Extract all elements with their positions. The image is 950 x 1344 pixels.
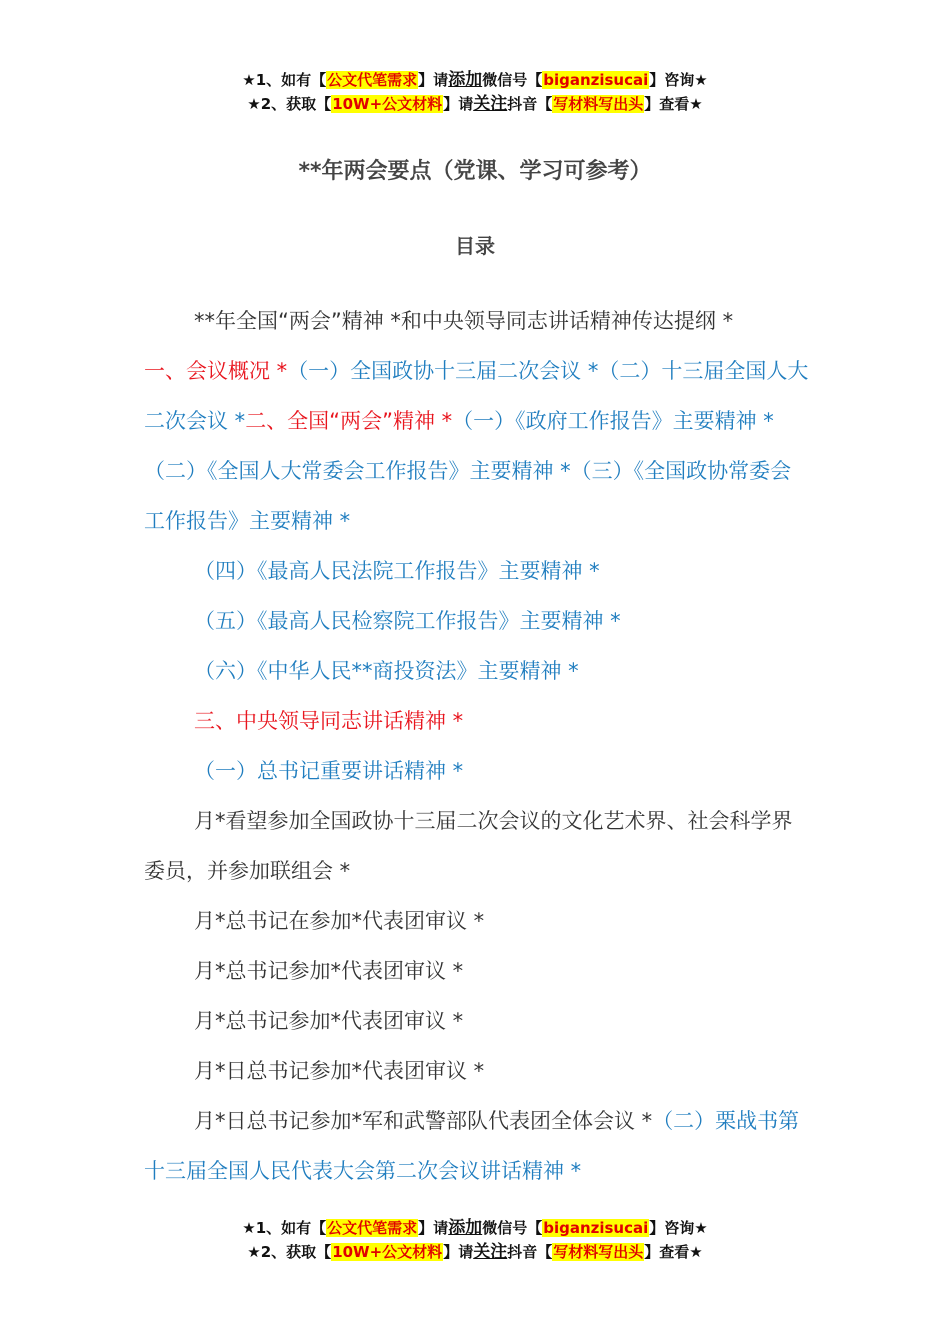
banner-line-1 — [0, 68, 950, 92]
toc-entry: 月*总书记在参加*代表团审议 * — [194, 909, 485, 933]
highlight-materials: 10W+公文材料 — [332, 1243, 443, 1261]
toc-entry-text: 月*日总书记参加*军和武警部队代表团全体会议 * — [194, 1109, 653, 1133]
banner-follow: 关注 — [473, 1242, 508, 1262]
toc-subsection: （二）栗战书第十三届全国人民代表大会第二次会议讲话精神 * — [144, 1109, 800, 1183]
banner-text: ★1、如有【 — [242, 71, 327, 89]
banner-text: ★1、如有【 — [242, 1219, 327, 1237]
banner-text: 】咨询★ — [649, 1219, 708, 1237]
banner-text: ★2、获取【 — [247, 95, 332, 113]
top-banner — [0, 68, 950, 116]
toc-entry — [144, 346, 809, 546]
banner-add: 添加 — [448, 70, 483, 90]
toc-entry — [144, 1096, 809, 1196]
toc-entry: 月*日总书记参加*代表团审议 * — [194, 1059, 485, 1083]
toc-heading: 目录 — [455, 234, 495, 258]
banner-text: 】查看★ — [644, 95, 703, 113]
banner-text: 】咨询★ — [649, 71, 708, 89]
banner-text: 微信号【 — [482, 1219, 543, 1237]
banner-text: 微信号【 — [482, 71, 543, 89]
banner-line-2 — [0, 92, 950, 116]
toc-section-heading: 二、全国“两会”精神 * — [245, 409, 453, 433]
banner-text: 】请 — [443, 95, 474, 113]
banner-text: 抖音【 — [507, 1243, 553, 1261]
banner-add: 添加 — [448, 1218, 483, 1238]
toc-subsection: （一）《政府工作报告》主要精神 *（二）《全国人大常委会工作报告》主要精神 *（三）《全国政协常委会工作报告》主要精神 * — [144, 409, 792, 533]
banner-text: 】请 — [418, 71, 449, 89]
toc-subsection: （六）《中华人民**商投资法》主要精神 * — [194, 659, 579, 683]
toc-body — [144, 296, 809, 1196]
banner-text: 】查看★ — [644, 1243, 703, 1261]
banner-follow: 关注 — [473, 94, 508, 114]
banner-text: ★2、获取【 — [247, 1243, 332, 1261]
wechat-id: biganzisucai — [543, 71, 649, 89]
toc-section-heading: 三、中央领导同志讲话精神 * — [194, 709, 464, 733]
toc-subsection: （五）《最高人民检察院工作报告》主要精神 * — [194, 609, 621, 633]
toc-section-heading: 一、会议概况 * — [144, 359, 288, 383]
bottom-banner — [0, 1216, 950, 1264]
toc-subsection: （四）《最高人民法院工作报告》主要精神 * — [194, 559, 600, 583]
highlight-ghostwriting: 公文代笔需求 — [327, 71, 418, 89]
banner-line-2 — [0, 1240, 950, 1264]
toc-subsection: （一）全国政协十三届二次会议 *（二）十三届全国人大二次会议 * — [144, 359, 809, 433]
banner-text: 】请 — [443, 1243, 474, 1261]
banner-text: 抖音【 — [507, 95, 553, 113]
toc-entry: 月*总书记参加*代表团审议 * — [194, 1009, 464, 1033]
toc-entry: 月*总书记参加*代表团审议 * — [194, 959, 464, 983]
banner-line-1 — [0, 1216, 950, 1240]
toc-entry: **年全国“两会”精神 *和中央领导同志讲话精神传达提纲 * — [194, 309, 734, 333]
toc-subsection: （一）总书记重要讲话精神 * — [194, 759, 464, 783]
highlight-materials: 10W+公文材料 — [332, 95, 443, 113]
toc-entry: 月*看望参加全国政协十三届二次会议的文化艺术界、社会科学界委员，并参加联组会 * — [144, 809, 793, 883]
douyin-account: 写材料写出头 — [553, 1243, 644, 1261]
douyin-account: 写材料写出头 — [553, 95, 644, 113]
highlight-ghostwriting: 公文代笔需求 — [327, 1219, 418, 1237]
document-title: **年两会要点（党课、学习可参考） — [298, 159, 652, 184]
banner-text: 】请 — [418, 1219, 449, 1237]
wechat-id: biganzisucai — [543, 1219, 649, 1237]
